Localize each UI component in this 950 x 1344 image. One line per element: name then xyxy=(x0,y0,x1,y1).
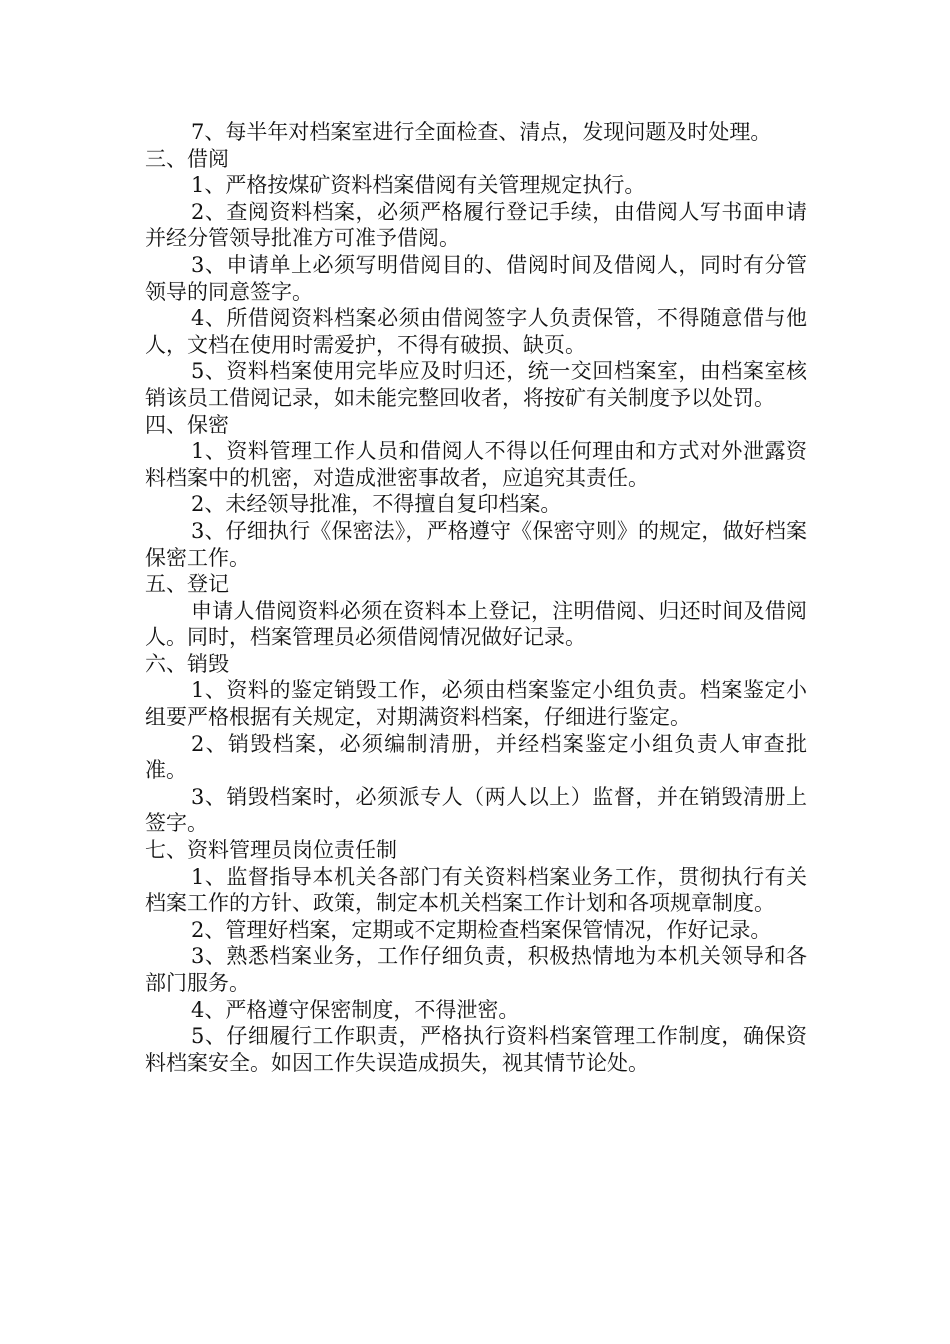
paragraph: 2、销毁档案，必须编制清册，并经档案鉴定小组负责人审查批准。 xyxy=(145,731,807,783)
paragraph: 1、严格按煤矿资料档案借阅有关管理规定执行。 xyxy=(191,173,646,198)
paragraph: 3、申请单上必须写明借阅目的、借阅时间及借阅人，同时有分管领导的同意签字。 xyxy=(145,252,807,304)
section-heading: 四、保密 xyxy=(145,412,229,437)
paragraph: 1、监督指导本机关各部门有关资料档案业务工作，贯彻执行有关档案工作的方针、政策，制定本机关档案工作计划和各项规章制度。 xyxy=(145,864,807,916)
section-heading: 五、登记 xyxy=(145,572,229,597)
paragraph: 2、查阅资料档案，必须严格履行登记手续，由借阅人写书面申请并经分管领导批准方可准予借阅。 xyxy=(145,199,807,251)
paragraph: 1、资料管理工作人员和借阅人不得以任何理由和方式对外泄露资料档案中的机密，对造成泄密事故者，应追究其责任。 xyxy=(145,439,807,490)
paragraph: 申请人借阅资料必须在资料本上登记，注明借阅、归还时间及借阅人。同时，档案管理员必须借阅情况做好记录。 xyxy=(145,598,807,650)
paragraph: 2、未经领导批准，不得擅自复印档案。 xyxy=(191,492,562,517)
paragraph: 3、仔细执行《保密法》，严格遵守《保密守则》的规定，做好档案保密工作。 xyxy=(145,518,807,570)
paragraph: 5、仔细履行工作职责，严格执行资料档案管理工作制度，确保资料档案安全。如因工作失误造成损失，视其情节论处。 xyxy=(145,1024,807,1075)
paragraph: 4、严格遵守保密制度，不得泄密。 xyxy=(191,997,520,1022)
section-heading: 六、销毁 xyxy=(145,651,229,676)
section-heading: 七、资料管理员岗位责任制 xyxy=(145,838,397,863)
paragraph: 1、资料的鉴定销毁工作，必须由档案鉴定小组负责。档案鉴定小组要严格根据有关规定，对期满资料档案，仔细进行鉴定。 xyxy=(145,678,807,730)
paragraph: 3、销毁档案时，必须派专人（两人以上）监督，并在销毁清册上签字。 xyxy=(145,784,807,836)
paragraph: 7、每半年对档案室进行全面检查、清点，发现问题及时处理。 xyxy=(191,120,772,144)
paragraph: 4、所借阅资料档案必须由借阅签字人负责保管，不得随意借与他人，文档在使用时需爱护，不得有破损、缺页。 xyxy=(145,306,807,357)
paragraph: 3、熟悉档案业务，工作仔细负责，积极热情地为本机关领导和各部门服务。 xyxy=(145,944,807,995)
paragraph: 5、资料档案使用完毕应及时归还，统一交回档案室，由档案室核销该员工借阅记录，如未能完整回收者，将按矿有关制度予以处罚。 xyxy=(145,359,807,410)
paragraph: 2、管理好档案，定期或不定期检查档案保管情况，作好记录。 xyxy=(191,917,772,942)
document-page xyxy=(145,119,807,1076)
section-heading: 三、借阅 xyxy=(145,146,229,171)
